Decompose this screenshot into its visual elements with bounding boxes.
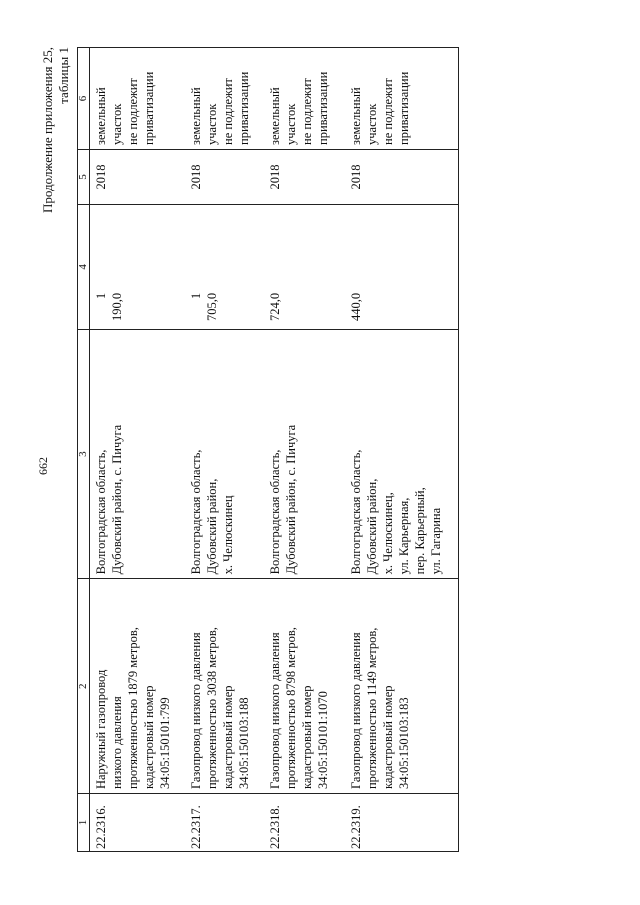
table-row (264, 48, 345, 852)
object-address: Волгоградская область, Дубовский район, с. Пичуга (264, 329, 345, 578)
row-number: 22.2317. (185, 794, 264, 852)
object-name: Наружный газопровод низкого давления протяженностью 1879 метров, кадастровый номер 34:05:150101:799 (90, 579, 186, 794)
column-header: 2 (78, 579, 90, 794)
object-note: земельный участок не подлежит приватизации (185, 48, 264, 150)
object-note: земельный участок не подлежит приватизации (345, 48, 459, 150)
object-area: 724,0 (264, 204, 345, 329)
object-year: 2018 (264, 149, 345, 204)
table-caption (40, 47, 72, 213)
object-name: Газопровод низкого давления протяженностью 1149 метров, кадастровый номер 34:05:150103:183 (345, 579, 459, 794)
table-row (345, 48, 459, 852)
caption-line-2: таблицы 1 (56, 47, 71, 104)
object-year: 2018 (90, 149, 186, 204)
caption-line-1: Продолжение приложения 25, (40, 47, 55, 214)
object-area: 440,0 (345, 204, 459, 329)
column-header: 4 (78, 204, 90, 329)
column-header: 5 (78, 149, 90, 204)
header-row (78, 48, 90, 852)
object-year: 2018 (345, 149, 459, 204)
column-header: 1 (78, 794, 90, 852)
row-number: 22.2319. (345, 794, 459, 852)
object-area: 1 190,0 (90, 204, 186, 329)
object-address: Волгоградская область, Дубовский район, с. Пичуга (90, 329, 186, 578)
row-number: 22.2316. (90, 794, 186, 852)
row-number: 22.2318. (264, 794, 345, 852)
rotated-page (20, 35, 580, 880)
object-year: 2018 (185, 149, 264, 204)
column-header: 6 (78, 48, 90, 150)
object-name: Газопровод низкого давления протяженностью 3038 метров, кадастровый номер 34:05:150103:188 (185, 579, 264, 794)
object-note: земельный участок не подлежит приватизации (264, 48, 345, 150)
object-name: Газопровод низкого давления протяженностью 8798 метров, кадастровый номер 34:05:150101:1070 (264, 579, 345, 794)
property-table (77, 47, 459, 852)
table-row (185, 48, 264, 852)
column-header: 3 (78, 329, 90, 578)
object-note: земельный участок не подлежит приватизации (90, 48, 186, 150)
object-address: Волгоградская область, Дубовский район, х. Челюскинец (185, 329, 264, 578)
object-address: Волгоградская область, Дубовский район, х. Челюскинец, ул. Карьерная, пер. Карьерный, ул. Гагарина (345, 329, 459, 578)
table-row (90, 48, 186, 852)
page-number: 662 (36, 457, 50, 475)
object-area: 1 705,0 (185, 204, 264, 329)
